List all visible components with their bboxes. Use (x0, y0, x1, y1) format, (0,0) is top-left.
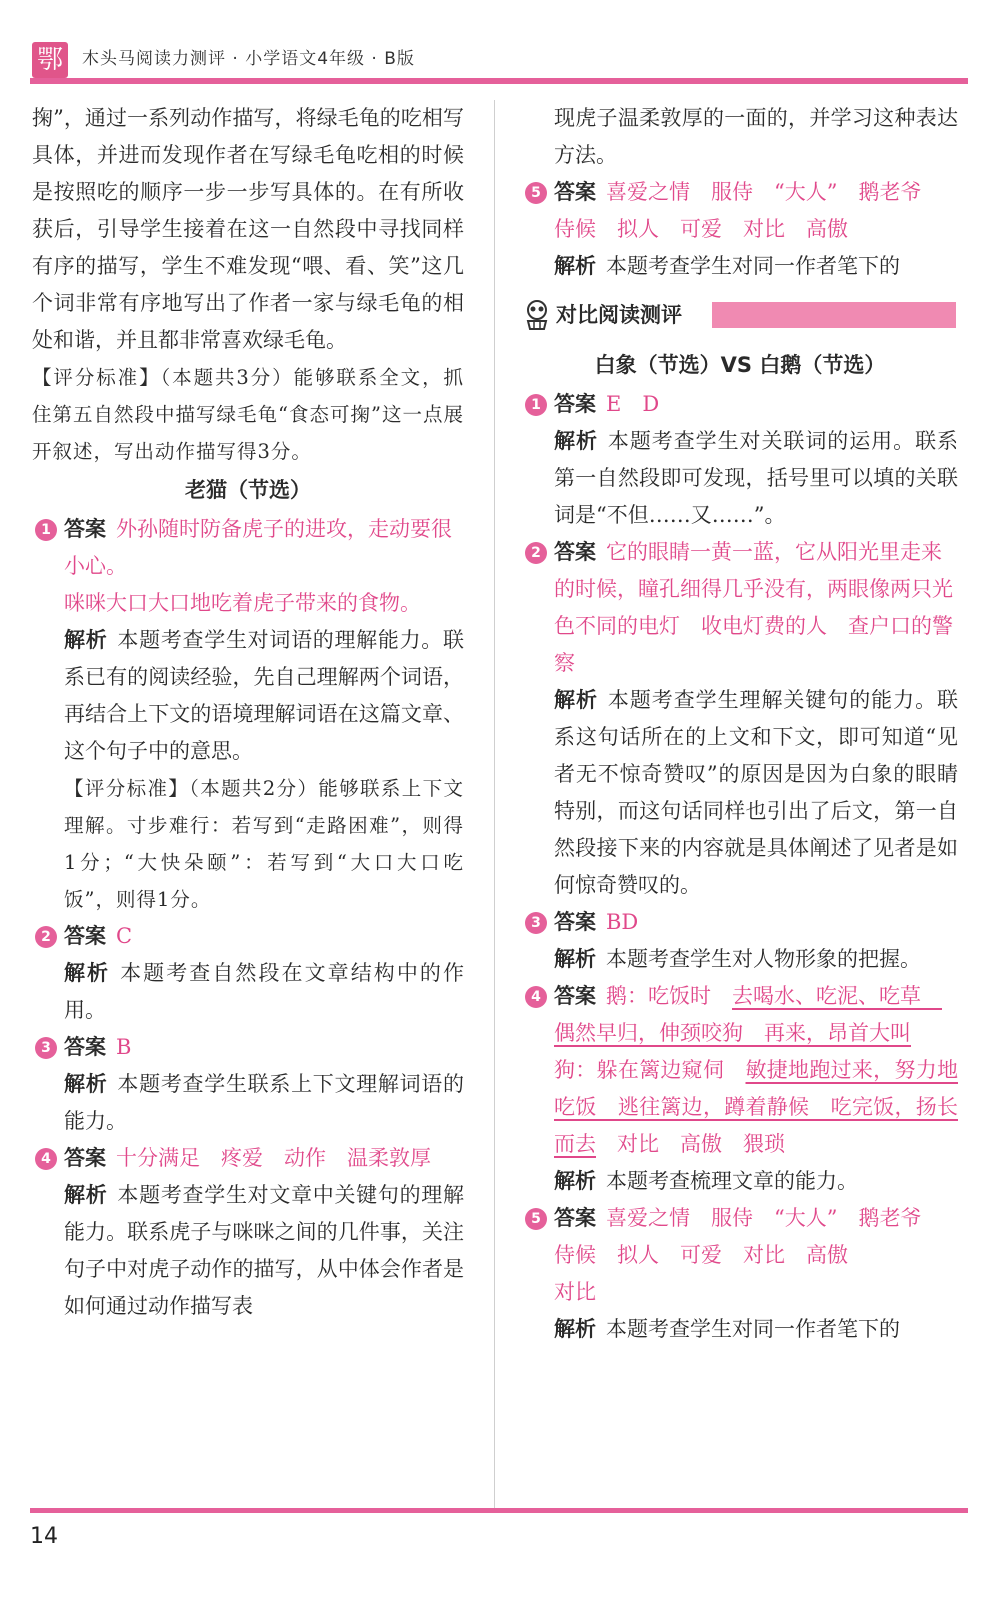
answer-text: BD (606, 910, 639, 934)
column-divider (494, 100, 495, 1510)
analysis-block (522, 423, 958, 534)
answer-text: C (116, 924, 133, 948)
analysis-label: 解析 (554, 947, 596, 971)
analysis-text: 本题考查梳理文章的能力。 (606, 1169, 858, 1193)
publisher-logo: 鄂 (32, 42, 68, 78)
rubric-text: 【评分标准】（本题共3分）能够联系全文，抓住第五自然段中描写绿毛龟“食态可掬”这一点展开叙述，写出动作描写得3分。 (32, 366, 464, 463)
answer-text: 咪咪大口大口地吃着虎子带来的食物。 (64, 591, 421, 615)
answer-label: 答案 (554, 180, 596, 204)
answer-text: 外孙随时防备虎子的进攻，走动要很小心。 (64, 517, 452, 578)
comparison-section-header (522, 289, 958, 345)
question-2 (522, 534, 958, 682)
analysis-text: 本题考查学生对人物形象的把握。 (606, 947, 921, 971)
section-heading: 对比阅读测评 (556, 303, 682, 327)
question-4 (522, 978, 958, 1052)
answer-text: 对比 (554, 1280, 596, 1304)
question-number-badge: 5 (525, 182, 547, 204)
analysis-block (522, 1163, 958, 1200)
answer-tail: 对比 高傲 猥琐 (596, 1132, 785, 1156)
footer-rule (30, 1508, 968, 1513)
question-4 (32, 1140, 464, 1177)
answer-text: 喜爱之情 服侍 “大人” 鹅老爷 侍候 拟人 可爱 对比 高傲 (554, 180, 943, 241)
analysis-label: 解析 (554, 688, 598, 712)
answer-label: 答案 (64, 517, 106, 541)
answer-dog-prefix: 狗：躲在篱边窥伺 (554, 1058, 746, 1082)
question-number-badge: 3 (35, 1037, 57, 1059)
intro-paragraph: 掬”，通过一系列动作描写，将绿毛龟的吃相写具体，并进而发现作者在写绿毛龟吃相的时候是按照吃的顺序一步一步写具体的。在有所收获后，引导学生接着在这一自然段中寻找同样有序的描写，学生不难发现“喂、看、笑”这几个词非常有序地写出了作者一家与绿毛龟的相处和谐，并且都非常喜欢绿毛龟。 (32, 106, 464, 352)
analysis-text: 本题考查学生对文章中关键句的理解能力。联系虎子与咪咪之间的几件事，关注句子中对虎子动作的描写，从中体会作者是如何通过动作描写表 (64, 1183, 465, 1318)
answer-text: E D (606, 392, 660, 416)
page-number: 14 (30, 1524, 58, 1549)
answer-dog-actions: 敏捷地跑过来，努力地吃饭 逃往篱边，蹲着静候 吃完饭，扬长而去 (554, 1058, 958, 1156)
page-header (0, 0, 996, 90)
book-title: 木头马阅读力测评 · 小学语文4年级 · B版 (82, 49, 415, 69)
section-title: 白象（节选）VS 白鹅（节选） (594, 353, 886, 377)
answer-text: 它的眼睛一黄一蓝，它从阳光里走来的时候，瞳孔细得几乎没有，两眼像两只光色不同的电灯 收电灯费的人 查户口的警察 (554, 540, 953, 675)
answer-label: 答案 (64, 1035, 106, 1059)
answer-label: 答案 (64, 924, 106, 948)
question-number-badge: 1 (525, 394, 547, 416)
question-number-badge: 5 (525, 1208, 547, 1230)
continued-text: 现虎子温柔敦厚的一面的，并学习这种表达方法。 (554, 106, 958, 167)
question-1 (32, 511, 464, 585)
analysis-text: 本题考查学生联系上下文理解词语的能力。 (64, 1072, 465, 1133)
question-number-badge: 4 (525, 986, 547, 1008)
analysis-text: 本题考查学生理解关键句的能力。联系这句话所在的上文和下文，即可知道“见者无不惊奇赞叹”的原因是因为白象的眼睛特别，而这句话同样也引出了后文，第一自然段接下来的内容就是具体阐述了见者是如何惊奇赞叹的。 (554, 688, 959, 897)
question-number-badge: 1 (35, 519, 57, 541)
analysis-block (522, 682, 958, 904)
answer-goose-prefix: 鹅：吃饭时 (606, 984, 732, 1008)
analysis-block (32, 955, 464, 1029)
answer-goose-actions: 去喝水、吃泥、吃草 偶然早归，伸颈咬狗 再来，昂首大叫 (554, 984, 942, 1045)
analysis-block (32, 1066, 464, 1140)
header-rule (30, 78, 968, 84)
question-number-badge: 3 (525, 912, 547, 934)
answer-text: B (116, 1035, 132, 1059)
answer-label: 答案 (554, 1206, 596, 1230)
analysis-label: 解析 (554, 254, 596, 278)
analysis-label: 解析 (64, 961, 111, 985)
question-3 (32, 1029, 464, 1066)
question-number-badge: 2 (35, 926, 57, 948)
analysis-text: 本题考查学生对同一作者笔下的 (606, 1317, 900, 1341)
analysis-block (522, 941, 958, 978)
answer-label: 答案 (554, 392, 596, 416)
section-title: 老猫（节选） (185, 478, 311, 502)
analysis-block (522, 248, 958, 285)
question-number-badge: 2 (525, 542, 547, 564)
answer-label: 答案 (64, 1146, 106, 1170)
analysis-text: 本题考查自然段在文章结构中的作用。 (64, 961, 464, 1022)
answer-text: 喜爱之情 服侍 “大人” 鹅老爷 侍候 拟人 可爱 对比 高傲 (554, 1206, 943, 1267)
question-5 (522, 174, 958, 248)
answer-dog-line (522, 1052, 958, 1163)
analysis-text: 本题考查学生对关联词的运用。联系第一自然段即可发现，括号里可以填的关联词是“不但……又……”。 (554, 429, 959, 527)
left-column (32, 100, 464, 1325)
analysis-text: 本题考查学生对词语的理解能力。联系已有的阅读经验，先自己理解两个词语，再结合上下文的语境理解词语在这篇文章、这个句子中的意思。 (64, 628, 465, 763)
question-2 (32, 918, 464, 955)
answer-text: 十分满足 疼爱 动作 温柔敦厚 (116, 1146, 431, 1170)
answer-label: 答案 (554, 910, 596, 934)
analysis-label: 解析 (554, 1169, 596, 1193)
analysis-block (32, 622, 464, 770)
rubric-text: 【评分标准】（本题共2分）能够联系上下文理解。寸步难行：若写到“走路困难”，则得1分；“大快朵颐”：若写到“大口大口吃饭”，则得1分。 (64, 777, 464, 911)
analysis-label: 解析 (64, 1072, 108, 1096)
analysis-label: 解析 (554, 1317, 596, 1341)
analysis-label: 解析 (64, 628, 108, 652)
question-5b (522, 1200, 958, 1274)
question-number-badge: 4 (35, 1148, 57, 1170)
analysis-block (522, 1311, 958, 1348)
owl-icon (524, 299, 550, 331)
answer-label: 答案 (554, 540, 596, 564)
analysis-block (32, 1177, 464, 1325)
question-3 (522, 904, 958, 941)
analysis-label: 解析 (64, 1183, 108, 1207)
analysis-label: 解析 (554, 429, 598, 453)
right-column (522, 100, 958, 1348)
answer-label: 答案 (554, 984, 596, 1008)
analysis-text: 本题考查学生对同一作者笔下的 (606, 254, 900, 278)
question-1 (522, 386, 958, 423)
heading-bar (712, 302, 956, 328)
